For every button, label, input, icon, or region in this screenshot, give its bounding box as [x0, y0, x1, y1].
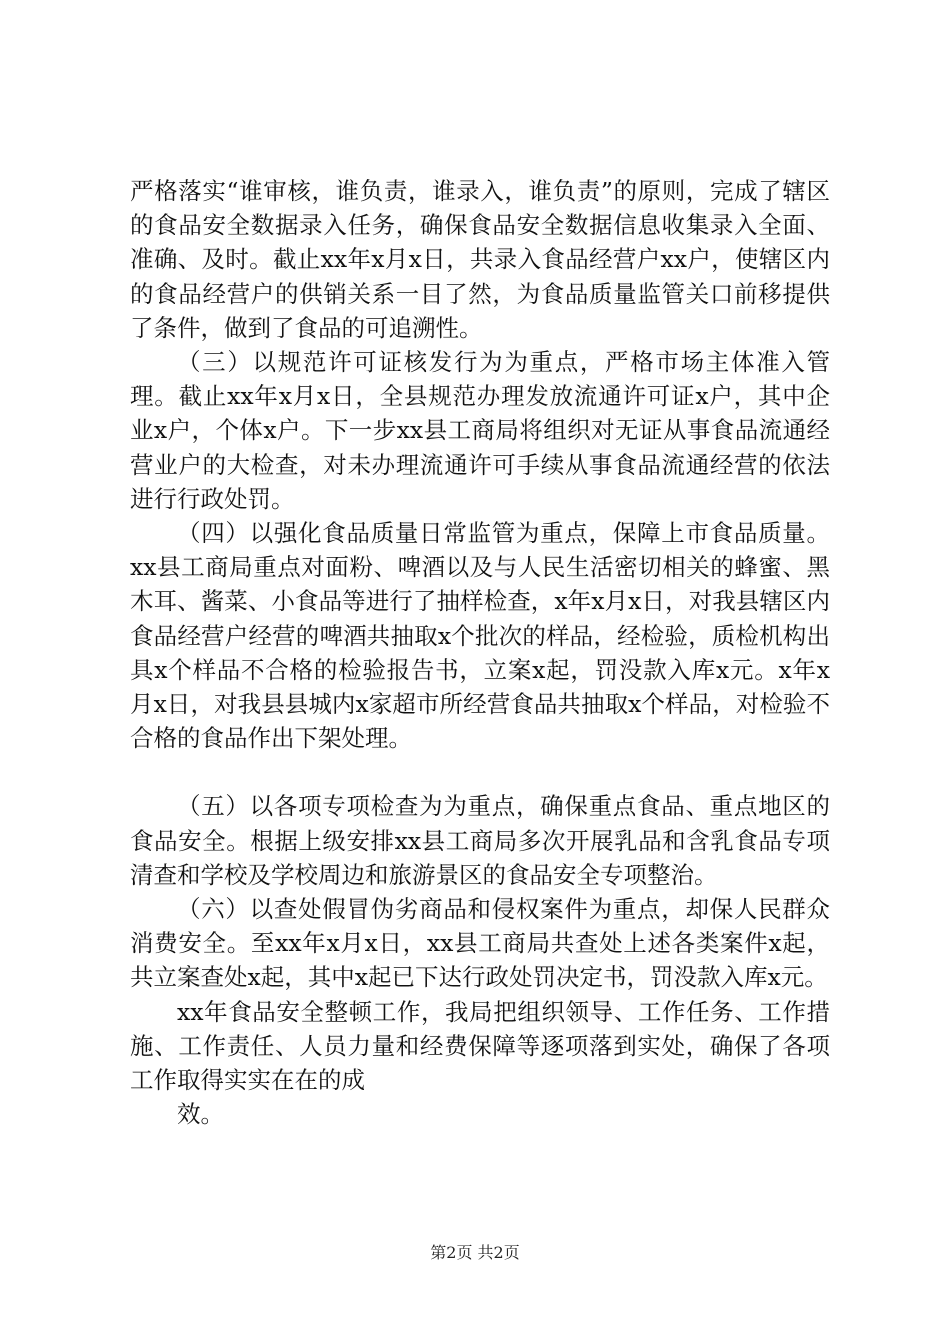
- paragraph-section-3: （三）以规范许可证核发行为为重点，严格市场主体准入管理。截止xx年x月x日，全县规范办理发放流通许可证x户，其中企业x户，个体x户。下一步xx县工商局将组织对无证从事食品流通经营业户的大检查，对未办理流通许可手续从事食品流通经营的依法进行行政处罚。: [130, 348, 830, 513]
- page-number-label: 第2页 共2页: [430, 1243, 520, 1262]
- paragraph-data-entry: 严格落实“谁审核，谁负责，谁录入，谁负责”的原则，完成了辖区的食品安全数据录入任务，确保食品安全数据信息收集录入全面、准确、及时。截止xx年x月x日，共录入食品经营户xx户，使辖区内的食品经营户的供销关系一目了然，为食品质量监管关口前移提供了条件，做到了食品的可追溯性。: [130, 177, 830, 342]
- paragraph-summary: xx年食品安全整顿工作，我局把组织领导、工作任务、工作措施、工作责任、人员力量和经费保障等逐项落到实处，确保了各项工作取得实实在在的成: [130, 997, 830, 1095]
- paragraph-section-4: （四）以强化食品质量日常监管为重点，保障上市食品质量。xx县工商局重点对面粉、啤酒以及与人民生活密切相关的蜂蜜、黑木耳、酱菜、小食品等进行了抽样检查，x年x月x日，对我县辖区内食品经营户经营的啤酒共抽取x个批次的样品，经检验，质检机构出具x个样品不合格的检验报告书，立案x起，罚没款入库x元。x年x月x日，对我县县城内x家超市所经营食品共抽取x个样品，对检验不合格的食品作出下架处理。: [130, 519, 830, 753]
- page-footer: [0, 1240, 950, 1263]
- paragraph-summary-end: 效。: [177, 1100, 224, 1129]
- document-body: [130, 174, 830, 1131]
- paragraph-section-5: （五）以各项专项检查为为重点，确保重点食品、重点地区的食品安全。根据上级安排xx县工商局多次开展乳品和含乳食品专项清查和学校及学校周边和旅游景区的食品安全专项整治。: [130, 792, 830, 889]
- paragraph-section-6: （六）以查处假冒伪劣商品和侵权案件为重点，却保人民群众消费安全。至xx年x月x日，xx县工商局共查处上述各类案件x起，共立案查处x起，其中x起已下达行政处罚决定书，罚没款入库x元。: [130, 895, 830, 992]
